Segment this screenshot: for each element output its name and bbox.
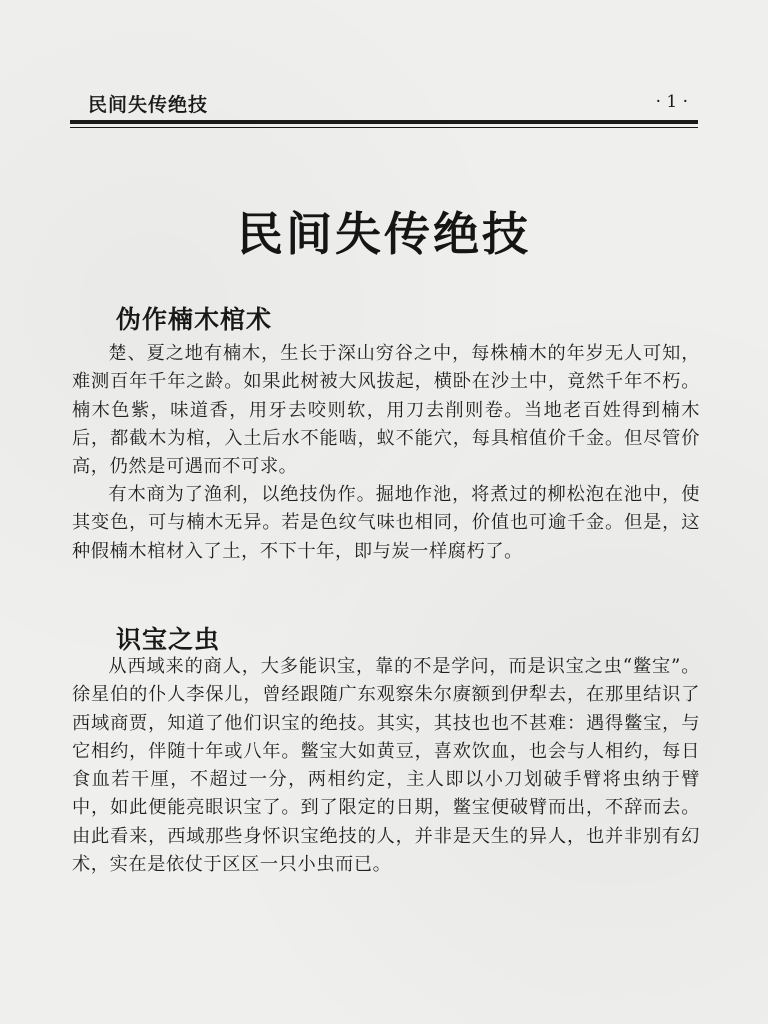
chapter-title: 民间失传绝技 (237, 207, 531, 261)
running-title: 民间失传绝技 (88, 94, 209, 116)
paragraph: 有木商为了渔利，以绝技伪作。掘地作池，将煮过的柳松泡在池中，使其变色，可与楠木无异。若是色纹气味也相同，价值也可逾千金。但是，这种假楠木棺材入了土，不下十年，即与炭一样腐朽了。 (72, 484, 700, 562)
header-rule-thick (70, 120, 698, 124)
paragraph: 从西域来的商人，大多能识宝，靠的不是学问，而是识宝之虫“鳖宝”。徐星伯的仆人李保儿，曾经跟随广东观察朱尔赓额到伊犁去，在那里结识了西域商贾，知道了他们识宝的绝技。其实，其技也也不甚难：遇得鳖宝，与它相约，伴随十年或八年。鳖宝大如黄豆，喜欢饮血，也会与人相约，每日食血若干厘，不超过一分，两相约定，主人即以小刀划破手臂将虫纳于臂中，如此便能亮眼识宝了。到了限定的日期，鳖宝便破臂而出，不辞而去。由此看来，西域那些身怀识宝绝技的人，并非是天生的异人，也并非别有幻术，实在是依仗于区区一只小虫而已。 (72, 656, 700, 876)
header-rule-thin (70, 127, 698, 128)
section-heading-treasure-bug: 识宝之虫 (116, 625, 221, 654)
running-header (88, 90, 698, 120)
paragraph: 楚、夏之地有楠木，生长于深山穷谷之中，每株楠木的年岁无人可知，难测百年千年之龄。如果此树被大风拔起，横卧在沙土中，竟然千年不朽。楠木色紫，味道香，用牙去咬则软，用刀去削则卷。当地老百姓得到楠木后，都截木为棺，入土后水不能啮，蚁不能穴，每具棺值价千金。但尽管价高，仍然是可遇而不可求。 (72, 343, 700, 478)
section-heading-fake-nanmu: 伪作楠木棺术 (116, 305, 273, 334)
page-number: · 1 · (655, 92, 688, 112)
